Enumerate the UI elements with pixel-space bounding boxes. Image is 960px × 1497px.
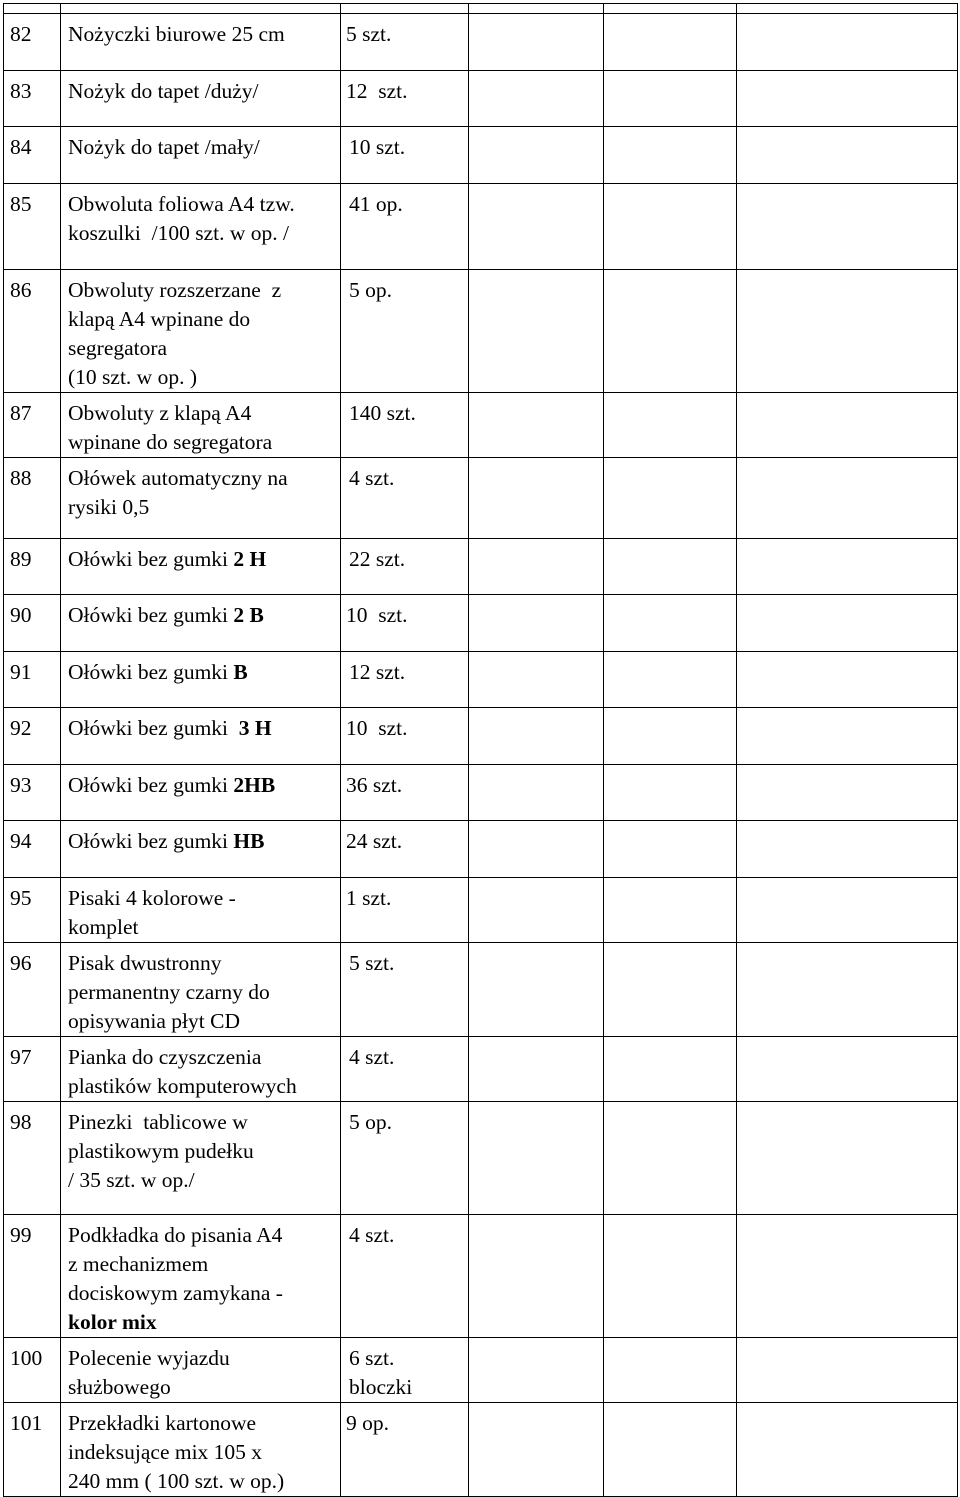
supplies-table [3,3,958,1497]
table-row [4,1403,958,1497]
item-number: 91 [10,659,32,684]
item-name-line: Nożyczki biurowe 25 cm [68,22,285,46]
empty-cell [737,393,958,458]
item-number: 90 [10,603,32,627]
empty-cell [604,70,737,127]
item-number: 86 [10,278,32,302]
item-number-cell [4,877,61,942]
item-quantity: 10 szt. [346,603,408,627]
item-quantity: 4 szt. [349,1223,395,1247]
top-cell [61,4,341,14]
empty-cell [469,1403,604,1497]
table-row [4,1338,958,1403]
item-number: 99 [10,1223,32,1247]
table-row [4,595,958,652]
item-name-cell [61,270,341,393]
item-quantity-cell [341,821,469,878]
item-name-line: Pisaki 4 kolorowe - [68,885,236,910]
item-number-cell [4,538,61,595]
item-number-cell [4,14,61,71]
empty-cell [604,14,737,71]
item-name-cell [61,764,341,821]
table-top-row [4,4,958,14]
empty-cell [737,651,958,708]
empty-cell [604,183,737,270]
document-page [3,3,958,1497]
item-name-line: służbowego [68,1375,171,1399]
item-name-line: Podkładka do pisania A4 [68,1223,283,1247]
item-quantity-cell [341,393,469,458]
item-name-line [68,771,340,800]
item-quantity-cell [341,70,469,127]
empty-cell [469,1215,604,1338]
empty-cell [604,764,737,821]
item-grade: HB [233,829,265,853]
item-name-line: Polecenie wyjazdu [68,1346,230,1370]
empty-cell [604,1403,737,1497]
item-number-cell [4,393,61,458]
item-name-cell [61,538,341,595]
item-number: 98 [10,1109,32,1134]
item-quantity: 6 szt. [349,1346,395,1370]
empty-cell [604,1036,737,1101]
item-quantity: 10 szt. [349,135,406,159]
item-quantity: 1 szt. [346,885,392,910]
empty-cell [469,764,604,821]
item-name-line: Pianka do czyszczenia [68,1044,262,1069]
item-quantity-cell [341,14,469,71]
empty-cell [737,595,958,652]
item-quantity: 5 szt. [349,950,395,975]
item-name-line: plastikowym pudełku [68,1138,254,1163]
item-quantity-cell [341,877,469,942]
item-quantity: 10 szt. [346,716,408,740]
supplies-table-body [4,4,958,1497]
item-name-line: opisywania płyt CD [68,1008,240,1033]
item-quantity-cell [341,1403,469,1497]
table-row [4,70,958,127]
item-number: 97 [10,1044,32,1069]
item-name-line: komplet [68,914,139,939]
empty-cell [469,183,604,270]
item-name-line: Pisak dwustronny [68,950,222,975]
table-row [4,183,958,270]
item-quantity-cell [341,1338,469,1403]
item-name-line: 240 mm ( 100 szt. w op.) [68,1469,285,1493]
item-name-line: plastików komputerowych [68,1073,297,1098]
item-quantity-cell [341,127,469,184]
empty-cell [737,538,958,595]
table-row [4,942,958,1036]
item-number-cell [4,1101,61,1215]
item-name-line [68,545,340,574]
item-name-cell [61,1403,341,1497]
empty-cell [604,708,737,765]
item-name-cell [61,1036,341,1101]
empty-cell [737,708,958,765]
item-name-cell [61,877,341,942]
table-row [4,1101,958,1215]
item-name-line: permanentny czarny do [68,979,270,1004]
item-number-cell [4,651,61,708]
table-row [4,1215,958,1338]
table-row [4,458,958,539]
item-name-line: Przekładki kartonowe [68,1411,257,1435]
item-grade: 3 H [238,716,272,740]
table-row [4,651,958,708]
empty-cell [604,595,737,652]
item-grade: 2 H [233,546,267,571]
item-number: 92 [10,716,32,740]
empty-cell [469,595,604,652]
item-quantity-cell [341,1101,469,1215]
item-number-cell [4,821,61,878]
item-quantity: 4 szt. [349,466,395,490]
item-quantity: 5 op. [349,278,392,302]
item-name-line: koszulki /100 szt. w op. / [68,220,289,245]
item-name-cell [61,70,341,127]
empty-cell [737,14,958,71]
item-name-cell [61,458,341,539]
item-quantity: 12 szt. [346,78,408,103]
item-quantity: bloczki [349,1375,413,1399]
item-name-text: Ołówki bez gumki [68,603,234,627]
empty-cell [604,821,737,878]
item-name-text: Ołówki bez gumki [68,659,234,684]
empty-cell [737,1036,958,1101]
item-name-text: Ołówki bez gumki [68,716,239,740]
item-number: 100 [10,1346,43,1370]
table-row [4,127,958,184]
item-name-line: klapą A4 wpinane do [68,307,251,331]
empty-cell [469,942,604,1036]
item-quantity: 12 szt. [349,659,406,684]
item-name-line [68,658,340,687]
empty-cell [604,393,737,458]
empty-cell [469,1101,604,1215]
empty-cell [604,127,737,184]
empty-cell [604,942,737,1036]
item-quantity-cell [341,764,469,821]
table-row [4,877,958,942]
empty-cell [469,1036,604,1101]
empty-cell [604,877,737,942]
empty-cell [737,183,958,270]
item-name-line [68,714,340,743]
top-cell [604,4,737,14]
item-quantity: 36 szt. [346,772,403,797]
item-name-line: indeksujące mix 105 x [68,1440,263,1464]
item-quantity: 5 op. [349,1109,392,1134]
item-name-line: Nożyk do tapet /mały/ [68,135,260,159]
empty-cell [604,538,737,595]
empty-cell [469,393,604,458]
item-number-cell [4,270,61,393]
empty-cell [469,877,604,942]
item-quantity-cell [341,1036,469,1101]
item-name-line [68,601,340,630]
empty-cell [469,70,604,127]
table-row [4,708,958,765]
table-row [4,270,958,393]
empty-cell [737,821,958,878]
item-quantity: 22 szt. [349,546,406,571]
item-number-cell [4,70,61,127]
empty-cell [469,821,604,878]
item-name-line: Obwoluty rozszerzane z [68,278,282,302]
empty-cell [604,651,737,708]
item-quantity-cell [341,942,469,1036]
empty-cell [737,270,958,393]
item-name-cell [61,393,341,458]
empty-cell [737,70,958,127]
empty-cell [469,14,604,71]
empty-cell [604,1338,737,1403]
item-quantity-cell [341,651,469,708]
item-name-line: (10 szt. w op. ) [68,365,197,389]
item-number-cell [4,595,61,652]
empty-cell [737,764,958,821]
item-number: 94 [10,829,32,853]
item-name-cell [61,942,341,1036]
item-number: 96 [10,950,32,975]
item-number-cell [4,458,61,539]
empty-cell [604,270,737,393]
item-name-cell [61,651,341,708]
item-quantity-cell [341,1215,469,1338]
item-name-line: z mechanizmem [68,1252,209,1276]
item-name-line: kolor mix [68,1310,157,1334]
item-quantity-cell [341,538,469,595]
item-quantity-cell [341,595,469,652]
item-quantity-cell [341,458,469,539]
item-name-line: wpinane do segregatora [68,430,273,454]
item-name-cell [61,183,341,270]
item-number-cell [4,1338,61,1403]
item-grade: 2 B [233,603,264,627]
top-cell [469,4,604,14]
empty-cell [469,127,604,184]
item-name-cell [61,127,341,184]
item-quantity: 5 szt. [346,22,392,46]
item-name-line: Nożyk do tapet /duży/ [68,78,259,103]
item-number-cell [4,1036,61,1101]
empty-cell [604,1101,737,1215]
item-number: 82 [10,22,32,46]
empty-cell [469,651,604,708]
item-number: 88 [10,466,32,490]
table-row [4,764,958,821]
item-number: 89 [10,546,32,571]
empty-cell [469,458,604,539]
item-number: 101 [10,1411,43,1435]
item-name-text: Ołówki bez gumki [68,829,234,853]
empty-cell [469,708,604,765]
item-name-cell [61,1101,341,1215]
empty-cell [737,1215,958,1338]
item-name-cell [61,14,341,71]
item-name-cell [61,1215,341,1338]
table-row [4,821,958,878]
empty-cell [737,1403,958,1497]
item-quantity-cell [341,708,469,765]
empty-cell [737,942,958,1036]
empty-cell [469,1338,604,1403]
item-name-cell [61,595,341,652]
item-name-line: Obwoluty z klapą A4 [68,401,252,425]
top-cell [737,4,958,14]
item-name-cell [61,1338,341,1403]
item-number: 84 [10,135,32,159]
item-number-cell [4,942,61,1036]
item-grade: 2HB [233,772,276,797]
item-grade: B [233,659,248,684]
empty-cell [737,458,958,539]
item-quantity: 140 szt. [349,401,416,425]
empty-cell [737,877,958,942]
item-number: 87 [10,401,32,425]
item-name-line: Pinezki tablicowe w [68,1109,248,1134]
table-row [4,538,958,595]
empty-cell [737,1338,958,1403]
item-number-cell [4,1403,61,1497]
item-name-line: Ołówek automatyczny na [68,466,288,490]
item-name-text: Ołówki bez gumki [68,772,234,797]
empty-cell [604,458,737,539]
item-quantity: 4 szt. [349,1044,395,1069]
top-cell [4,4,61,14]
item-name-line: Obwoluta foliowa A4 tzw. [68,191,295,216]
item-quantity-cell [341,270,469,393]
item-quantity: 41 op. [349,191,403,216]
item-name-line: segregatora [68,336,168,360]
table-row [4,393,958,458]
item-name-line: / 35 szt. w op./ [68,1167,195,1192]
empty-cell [737,1101,958,1215]
item-name-line [68,827,340,856]
item-number-cell [4,183,61,270]
item-number: 95 [10,885,32,910]
empty-cell [737,127,958,184]
item-number: 83 [10,78,32,103]
item-name-text: Ołówki bez gumki [68,546,234,571]
item-number: 85 [10,191,32,216]
top-cell [341,4,469,14]
item-name-line: dociskowym zamykana - [68,1281,283,1305]
item-name-cell [61,708,341,765]
item-number-cell [4,708,61,765]
table-row [4,1036,958,1101]
item-quantity-cell [341,183,469,270]
item-number-cell [4,764,61,821]
item-name-cell [61,821,341,878]
item-number: 93 [10,772,32,797]
item-name-line: rysiki 0,5 [68,495,150,519]
empty-cell [469,270,604,393]
item-number-cell [4,1215,61,1338]
item-number-cell [4,127,61,184]
item-quantity: 24 szt. [346,829,403,853]
table-row [4,14,958,71]
item-quantity: 9 op. [346,1411,389,1435]
empty-cell [604,1215,737,1338]
empty-cell [469,538,604,595]
